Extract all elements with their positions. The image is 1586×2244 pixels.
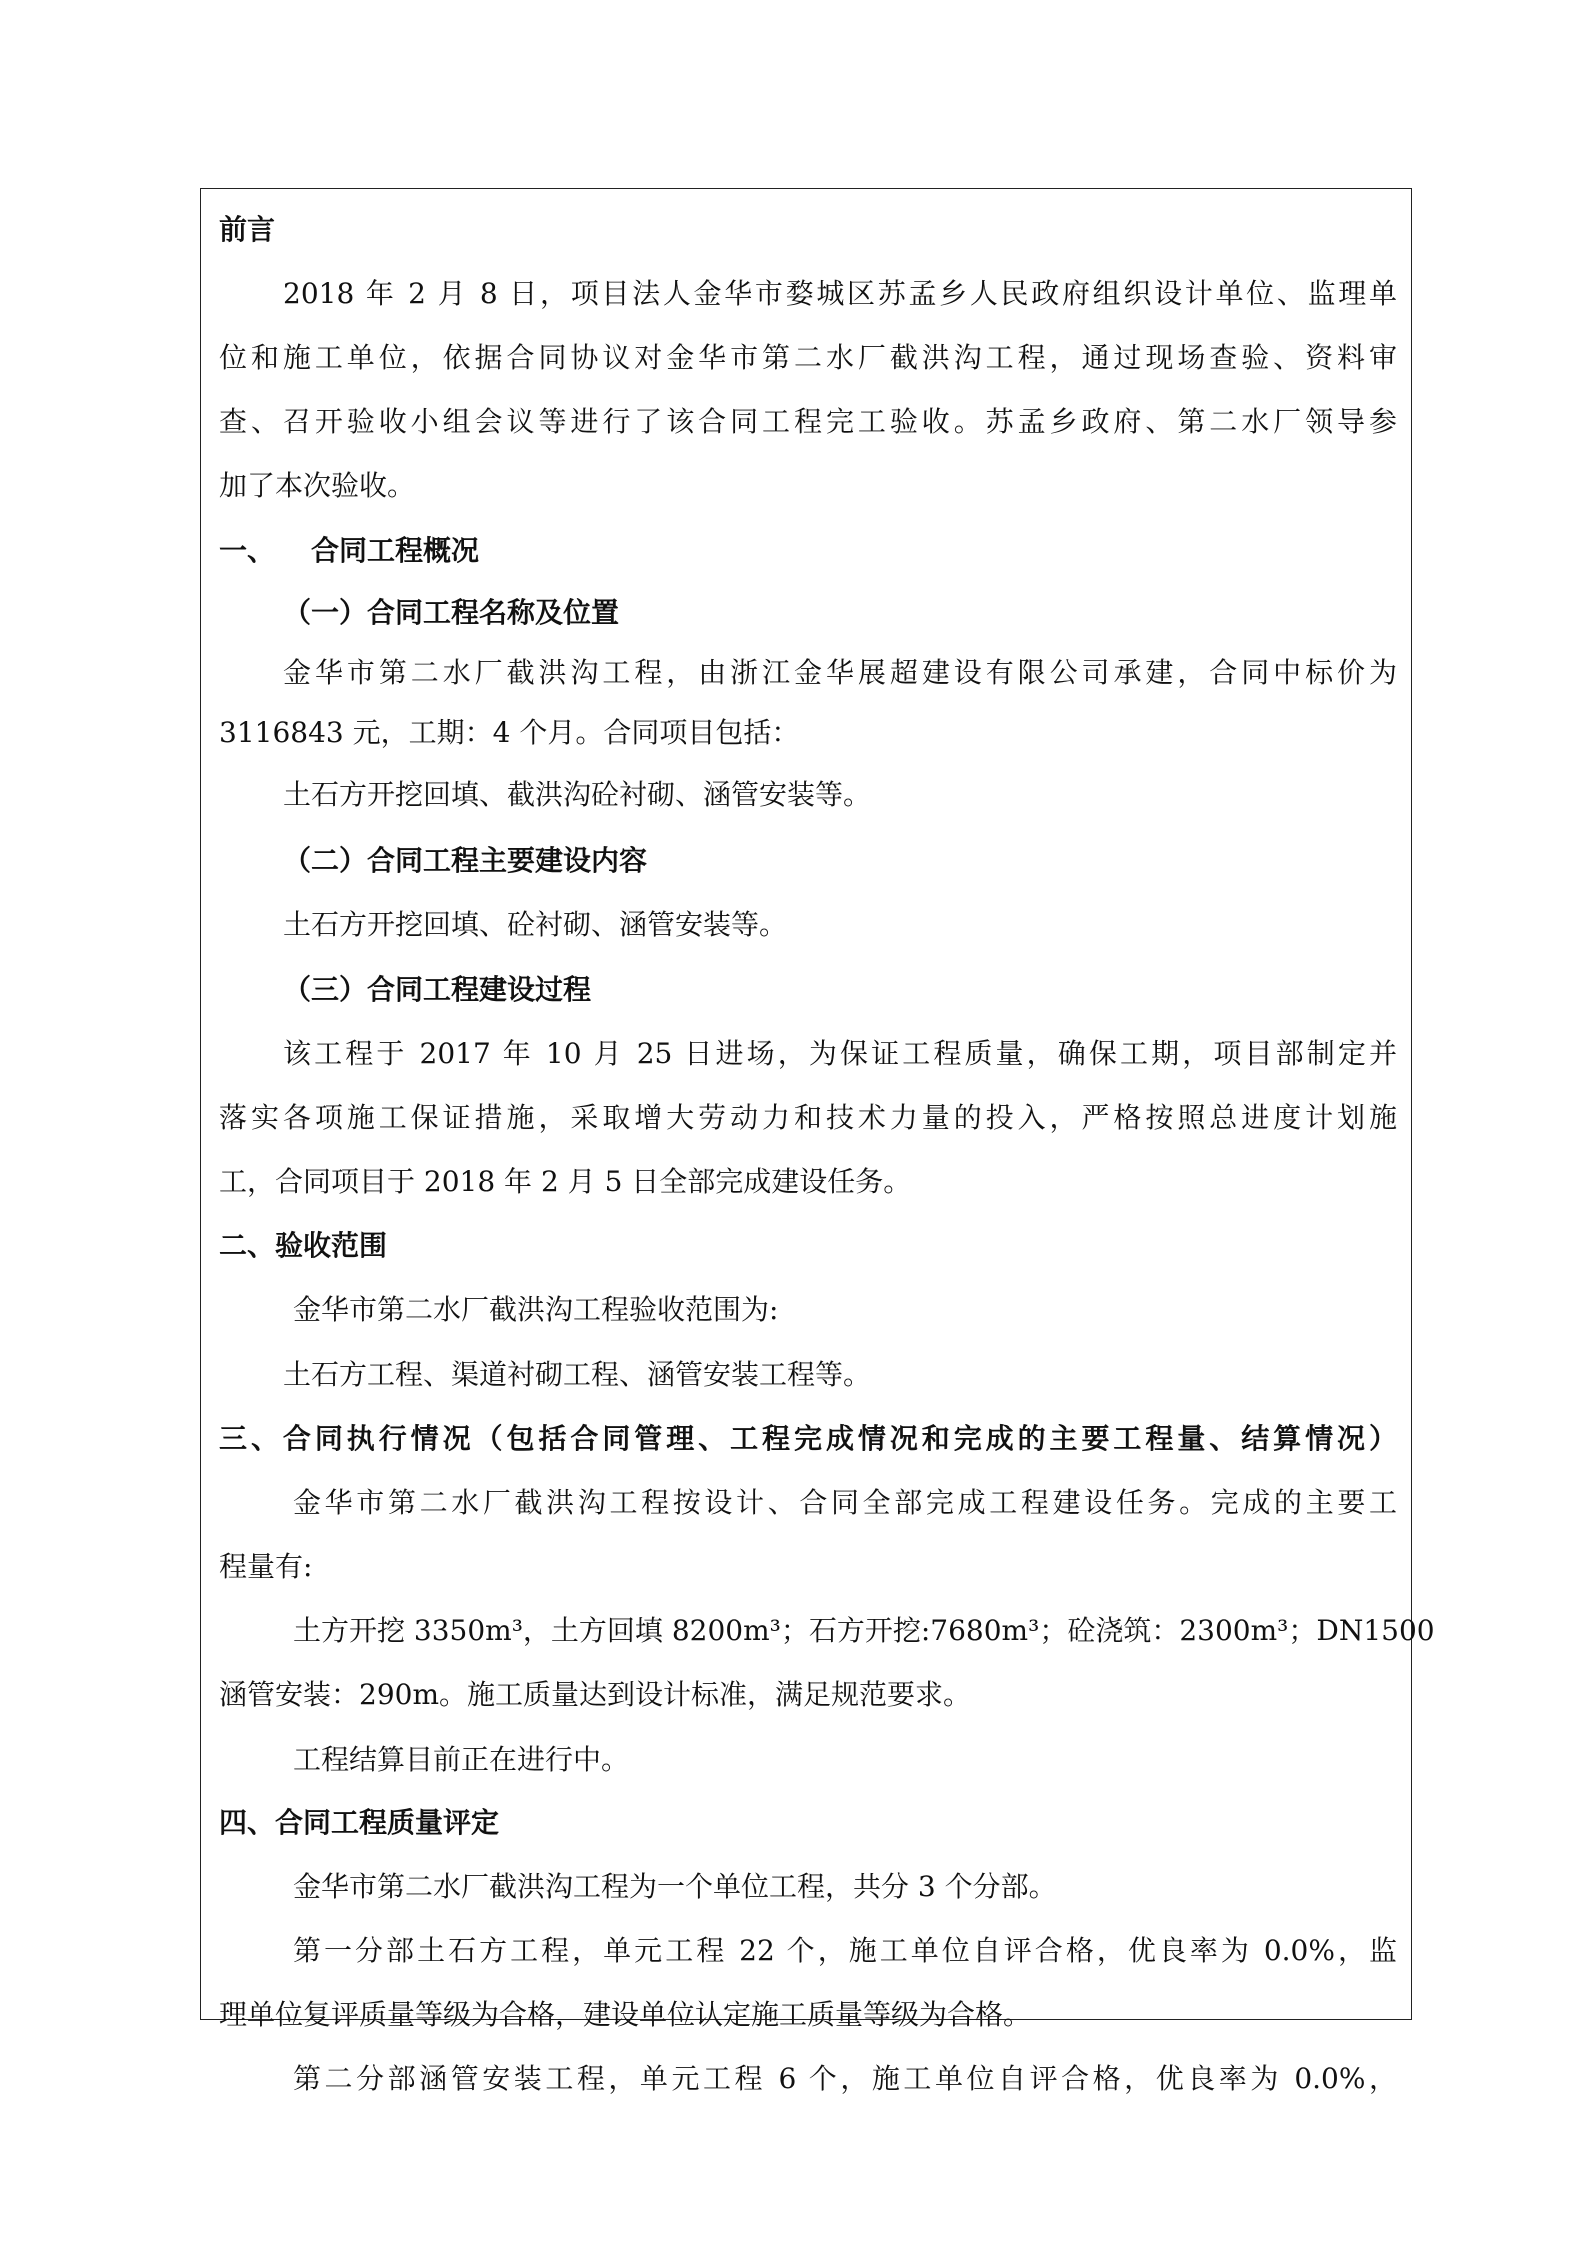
section-number: 一、 (219, 534, 276, 567)
body-text-line: 土石方工程、渠道衬砌工程、涵管安装工程等。 (283, 1358, 872, 1391)
body-text-line: 金华市第二水厂截洪沟工程，由浙江金华展超建设有限公司承建，合同中标价为 (283, 656, 1397, 689)
section-heading-scope: 二、验收范围 (219, 1229, 388, 1262)
section-heading-execution: 三、合同执行情况（包括合同管理、工程完成情况和完成的主要工程量、结算情况） (219, 1422, 1397, 1455)
body-text-line: 金华市第二水厂截洪沟工程验收范围为: (293, 1293, 779, 1326)
body-text-line: 工程结算目前正在进行中。 (293, 1743, 630, 1776)
body-text-line: 工，合同项目于 2018 年 2 月 5 日全部完成建设任务。 (219, 1165, 912, 1198)
document-frame (200, 188, 1435, 2095)
body-text-line: 理单位复评质量等级为合格，建设单位认定施工质量等级为合格。 (219, 1998, 1032, 2031)
body-text-line: 第一分部土石方工程，单元工程 22 个，施工单位自评合格，优良率为 0.0%，监 (293, 1934, 1397, 1967)
section-title: 合同工程概况 (311, 534, 480, 567)
preface-paragraph-line: 加了本次验收。 (219, 469, 416, 502)
preface-paragraph-line: 2018 年 2 月 8 日，项目法人金华市婺城区苏孟乡人民政府组织设计单位、监理单 (283, 277, 1397, 310)
body-text-line: 金华市第二水厂截洪沟工程为一个单位工程，共分 3 个分部。 (293, 1870, 1057, 1903)
body-text-line: 土石方开挖回填、砼衬砌、涵管安装等。 (283, 908, 788, 941)
body-text-line: 程量有: (219, 1550, 313, 1583)
subsection-heading-name-location: （一）合同工程名称及位置 (283, 596, 620, 629)
quantities-line: 土方开挖 3350m³，土方回填 8200m³；石方开挖:7680m³；砼浇筑：2300m³；DN1500 (293, 1614, 1435, 1647)
body-text-line: 涵管安装：290m。施工质量达到设计标准，满足规范要求。 (219, 1678, 971, 1711)
preface-paragraph-line: 查、召开验收小组会议等进行了该合同工程完工验收。苏孟乡政府、第二水厂领导参 (219, 405, 1397, 438)
section-heading-quality: 四、合同工程质量评定 (219, 1806, 500, 1839)
body-text-line: 落实各项施工保证措施，采取增大劳动力和技术力量的投入，严格按照总进度计划施 (219, 1101, 1397, 1134)
subsection-heading-process: （三）合同工程建设过程 (283, 973, 592, 1006)
body-text-line: 第二分部涵管安装工程，单元工程 6 个，施工单位自评合格，优良率为 0.0%， (293, 2062, 1397, 2095)
subsection-heading-main-content: （二）合同工程主要建设内容 (283, 844, 648, 877)
body-text-line: 金华市第二水厂截洪沟工程按设计、合同全部完成工程建设任务。完成的主要工 (293, 1486, 1397, 1519)
preface-paragraph-line: 位和施工单位，依据合同协议对金华市第二水厂截洪沟工程，通过现场查验、资料审 (219, 341, 1397, 374)
body-text-line: 土石方开挖回填、截洪沟砼衬砌、涵管安装等。 (283, 778, 872, 811)
body-text-line: 3116843 元，工期：4 个月。合同项目包括： (219, 716, 800, 749)
body-text-line: 该工程于 2017 年 10 月 25 日进场，为保证工程质量，确保工期，项目部制定并 (283, 1037, 1397, 1070)
section-heading-overview (219, 533, 1397, 569)
preface-heading: 前言 (219, 213, 276, 246)
